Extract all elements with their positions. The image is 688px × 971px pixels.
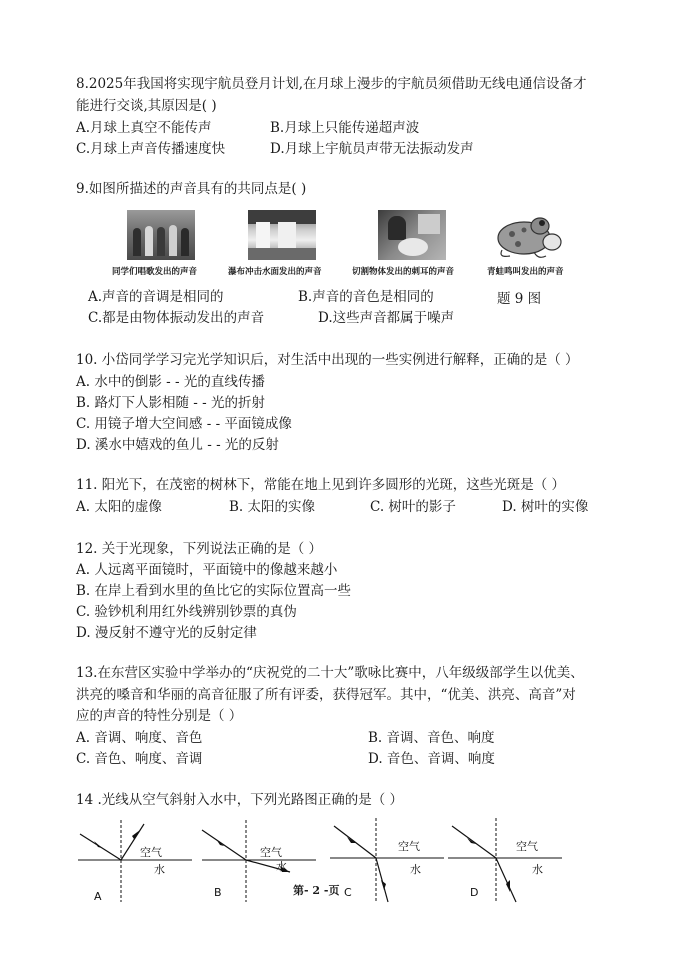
diagram-d-air-label: 空气 [516,840,538,853]
ray-diagram-d [444,818,564,904]
q11-option-d: D. 树叶的实像 [502,499,589,515]
q12-option-d: D. 漫反射不遵守光的反射定律 [76,625,257,641]
q12-option-a: A. 人远离平面镜时，平面镜中的像越来越小 [76,562,338,578]
q10-option-a: A. 水中的倒影 - - 光的直线传播 [76,374,265,390]
frog-drawing [494,206,562,262]
q9-caption-4: 青蛙鸣叫发出的声音 [487,267,564,277]
q8-option-b: B.月球上只能传递超声波 [270,120,420,136]
diagram-d-water-label: 水 [532,863,543,876]
diagram-b-water-label: 水 [276,860,287,873]
q10-option-b: B. 路灯下人影相随 - - 光的折射 [76,395,265,411]
q9-caption-3: 切割物体发出的刺耳的声音 [352,267,455,277]
q13-option-d: D. 音色、音调、响度 [368,751,495,767]
ray-diagram-c [326,818,446,904]
q10-option-d: D. 溪水中嬉戏的鱼儿 - - 光的反射 [76,437,279,453]
page-footer: 第- 2 -页 [293,884,340,897]
q12-stem: 12. 关于光现象，下列说法正确的是（ ） [76,541,323,557]
q9-figure-label: 题 9 图 [497,291,542,307]
q8-option-d: D.月球上宇航员声带无法振动发声 [270,141,474,157]
diagram-c-water-label: 水 [410,863,421,876]
q11-option-a: A. 太阳的虚像 [76,499,162,515]
q10-stem: 10. 小岱同学学习完光学知识后，对生活中出现的一些实例进行解释，正确的是（ ） [76,352,579,368]
diagram-a-air-label: 空气 [140,846,162,859]
q9-option-c: C.都是由物体振动发出的声音 [88,310,265,326]
singing-students-photo [127,210,195,260]
q9-stem: 9.如图所描述的声音具有的共同点是( ) [76,181,307,197]
q11-option-c: C. 树叶的影子 [370,499,456,515]
diagram-d-letter: D [470,886,479,899]
q8-stem-line2: 能进行交谈,其原因是( ) [76,98,217,114]
q11-stem: 11. 阳光下，在茂密的树林下，常能在地上见到许多圆形的光斑，这些光斑是（ ） [76,477,566,493]
q9-option-a: A.声音的音调是相同的 [88,289,224,305]
q12-option-b: B. 在岸上看到水里的鱼比它的实际位置高一些 [76,583,352,599]
q13-option-b: B. 音调、音色、响度 [368,730,495,746]
diagram-b-air-label: 空气 [260,846,282,859]
q13-stem-line2: 洪亮的嗓音和华丽的高音征服了所有评委，获得冠军。其中，“优美、洪亮、高音”对 [76,687,576,703]
ray-diagram-a [74,818,194,904]
q11-option-b: B. 太阳的实像 [229,499,316,515]
diagram-a-letter: A [94,890,102,903]
q13-option-a: A. 音调、响度、音色 [76,730,203,746]
q13-stem-line3: 应的声音的特性分别是（ ） [76,708,243,724]
q8-stem-line1: 8.2025年我国将实现宇航员登月计划,在月球上漫步的宇航员须借助无线电通信设备才 [76,76,587,92]
diagram-c-air-label: 空气 [398,840,420,853]
q9-caption-1: 同学们唱歌发出的声音 [112,267,198,277]
q9-option-b: B.声音的音色是相同的 [298,289,434,305]
q10-option-c: C. 用镜子增大空间感 - - 平面镜成像 [76,416,292,432]
diagram-c-letter: C [344,886,352,899]
q13-stem-line1: 13.在东营区实验中学举办的“庆祝党的二十大”歌咏比赛中，八年级级部学生以优美、 [76,665,584,681]
diagram-a-water-label: 水 [154,863,165,876]
q9-option-d: D.这些声音都属于噪声 [318,310,455,326]
waterfall-photo [248,210,316,260]
q8-option-a: A.月球上真空不能传声 [76,120,212,136]
diagram-b-letter: B [214,886,222,899]
cutting-object-photo [378,210,446,260]
q8-option-c: C.月球上声音传播速度快 [76,141,226,157]
q14-stem: 14 .光线从空气斜射入水中，下列光路图正确的是（ ） [76,792,404,808]
q13-option-c: C. 音色、响度、音调 [76,751,203,767]
q12-option-c: C. 验钞机利用红外线辨别钞票的真伪 [76,604,297,620]
q9-caption-2: 瀑布冲击水面发出的声音 [228,267,322,277]
